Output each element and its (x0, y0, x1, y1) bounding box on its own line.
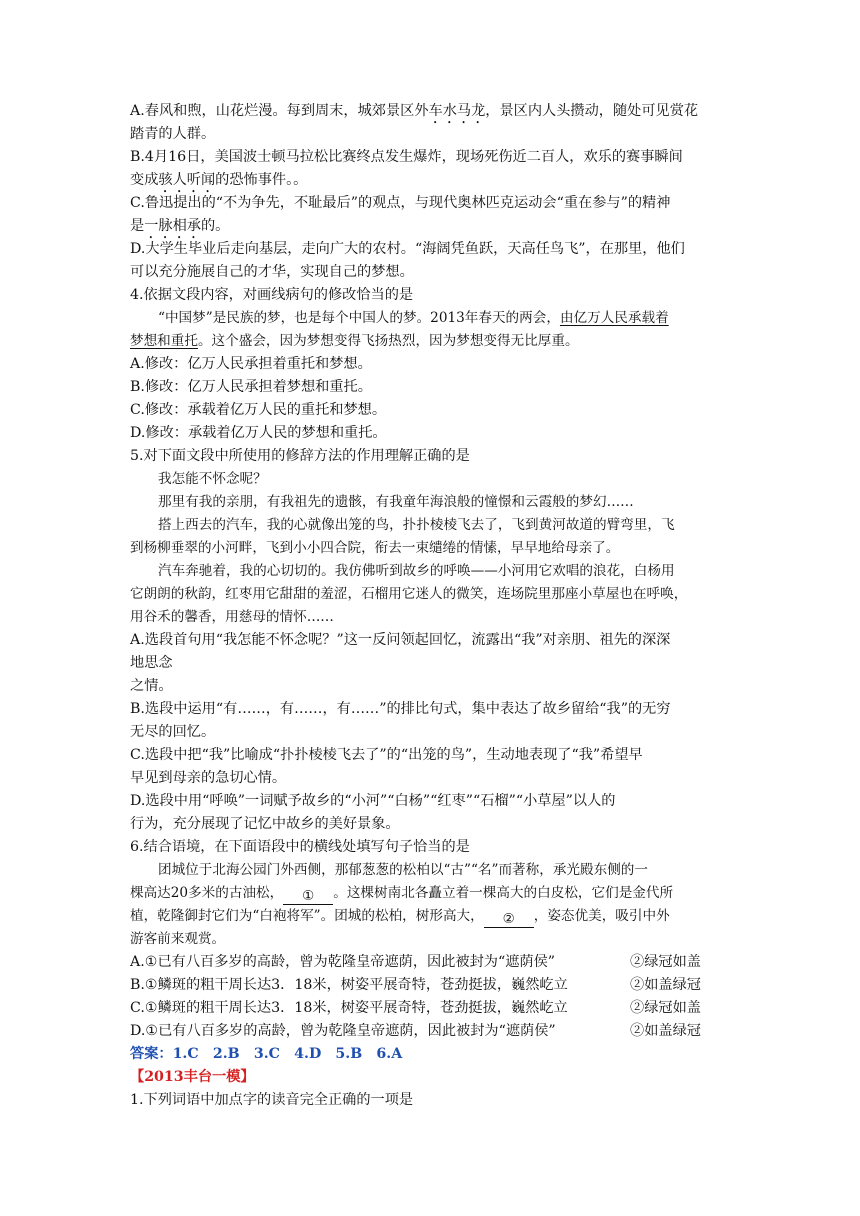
q5-passage-line1: 我怎能不怀念呢？ (158, 471, 267, 487)
q3-option-c-line1: C.鲁迅提出的“不为争先，不耻最后”的观点，与现代奥林匹克运动会“重在参与”的精神 (130, 195, 671, 211)
q3-option-d-line2: 可以充分施展自己的才华，实现自己的梦想。 (130, 264, 414, 280)
q4-option-c: C.修改：承载着亿万人民的重托和梦想。 (130, 402, 387, 418)
underlined-sentence: 由亿万人民承载着 (559, 310, 669, 326)
q5-passage-line5: 汽车奔驰着，我的心切切的。我仿佛听到故乡的呼唤——小河用它欢唱的浪花，白杨用 (158, 563, 675, 579)
q3-option-a-line1 (130, 100, 730, 123)
text: 变成 (130, 172, 159, 188)
text: ，景区内人头攒动，随处可见赏花 (485, 103, 699, 119)
q5-option-a-line2: 地思念 (130, 655, 173, 671)
text: ②绿冠如盖 (630, 1000, 701, 1016)
answer-key: 答案：1.C 2.B 3.C 4.D 5.B 6.A (130, 1046, 403, 1062)
dotted-term: 骇人听闻 (158, 172, 216, 188)
q3-option-c-line2 (130, 215, 730, 238)
text: 植，乾隆御封它们为“白袍将军”。团城的松柏，树形高大， (130, 908, 484, 924)
q5-option-b-line2: 无尽的回忆。 (130, 724, 216, 740)
q5-passage-line7: 用谷禾的馨香，用慈母的情怀…… (130, 609, 334, 625)
q5-passage-line3: 搭上西去的汽车，我的心就像出笼的鸟，扑扑棱棱飞去了，飞到黄河故道的臂弯里，飞 (158, 517, 675, 533)
text: 是 (130, 218, 145, 234)
text: 海阔凭鱼跃，天高任鸟飞 (422, 241, 579, 257)
text: D.大学生毕业后走向基层，走向广大的农村。“ (130, 241, 423, 257)
q4-passage-line1 (130, 307, 730, 330)
text: 棵高达20多米的古油松， (130, 885, 284, 901)
text: C.①鳞斑的粗干周长达3．18米，树姿平展奇特，苍劲挺拔，巍然屹立 (130, 1000, 568, 1016)
q4-option-d: D.修改：承载着亿万人民的梦想和重托。 (130, 425, 387, 441)
q4-option-a: A.修改：亿万人民承担着重托和梦想。 (130, 356, 372, 372)
text: “中国梦”是民族的梦，也是每个中国人的梦。2013年春天的两会， (158, 310, 560, 326)
text: A.①已有八百多岁的高龄，曾为乾隆皇帝遮荫，因此被封为“遮荫侯” (130, 954, 556, 970)
q6-stem: 6.结合语境，在下面语段中的横线处填写句子恰当的是 (130, 839, 470, 855)
text: ，姿态优美，吸引中外 (533, 908, 670, 924)
q5-passage-line2: 那里有我的亲朋，有我祖先的遗骸，有我童年海浪般的憧憬和云霞般的梦幻…… (158, 494, 634, 510)
text: A.春风和煦，山花烂漫。每到周末，城郊景区外 (130, 103, 429, 119)
q6-passage-line4: 游客前来观赏。 (130, 931, 226, 947)
section-title: 【2013丰台一模】 (130, 1069, 255, 1085)
next-question-stem: 1.下列词语中加点字的读音完全正确的一项是 (130, 1092, 414, 1108)
q5-option-d-line2: 行为，充分展现了记忆中故乡的美好景象。 (130, 816, 400, 832)
text: 的。 (200, 218, 230, 234)
q5-passage-line6: 它朗朗的秋韵，红枣用它甜甜的羞涩，石榴用它迷人的微笑，连场院里那座小草屋也在呼唤， (130, 586, 688, 602)
q4-option-b: B.修改：亿万人民承担着梦想和重托。 (130, 379, 372, 395)
underlined-sentence: 梦想和重托 (130, 333, 198, 349)
text: 。这个盛会，因为梦想变得飞扬热烈，因为梦想变得无比厚重。 (197, 333, 579, 349)
document-page (130, 100, 730, 1112)
q6-passage-line3 (130, 905, 730, 928)
blank-1: ① (283, 888, 333, 905)
text: D.①已有八百多岁的高龄，曾为乾隆皇帝遮荫，因此被封为“遮荫侯” (130, 1023, 556, 1039)
q6-passage-line2 (130, 882, 730, 905)
text: 的恐怖事件。。 (215, 172, 308, 188)
text: ②如盖绿冠 (630, 1023, 701, 1039)
text: B.①鳞斑的粗干周长达3．18米，树姿平展奇特，苍劲挺拔，巍然屹立 (130, 977, 568, 993)
q3-option-a-line2: 踏青的人群。 (130, 126, 216, 142)
q5-option-a-line3: 之情。 (130, 678, 173, 694)
blank-2: ② (484, 911, 534, 928)
q5-option-a-line1: A.选段首句用“我怎能不怀念呢？”这一反问领起回忆，流露出“我”对亲朋、祖先的深深 (130, 632, 671, 648)
q5-stem: 5.对下面文段中所使用的修辞方法的作用理解正确的是 (130, 448, 470, 464)
text: ”，在那里，他们 (578, 241, 685, 257)
q5-passage-line4: 到杨柳垂翠的小河畔，飞到小小四合院，衔去一束缱绻的情愫，早早地给母亲了。 (130, 540, 620, 556)
q5-option-b-line1: B.选段中运用“有……，有……，有……”的排比句式，集中表达了故乡留给“我”的无穷 (130, 701, 671, 717)
q6-option-a (130, 951, 730, 974)
q5-option-c-line1: C.选段中把“我”比喻成“扑扑棱棱飞去了”的“出笼的鸟”，生动地表现了“我”希望早 (130, 747, 643, 763)
q3-option-b-line2 (130, 169, 730, 192)
q5-option-d-line1: D.选段中用“呼唤”一词赋予故乡的“小河”“白杨”“红枣”“石榴”“小草屋”以人的 (130, 793, 616, 809)
q6-option-d (130, 1020, 730, 1043)
q3-option-b-line1: B.4月16日，美国波士顿马拉松比赛终点发生爆炸，现场死伤近二百人，欢乐的赛事瞬间 (130, 149, 683, 165)
q5-option-c-line2: 早见到母亲的急切心情。 (130, 770, 287, 786)
text: 。这棵树南北各矗立着一棵高大的白皮松，它们是金代所 (333, 885, 674, 901)
q4-passage-line2 (130, 330, 730, 353)
q6-passage-line1: 团城位于北海公园门外西侧，那郁葱葱的松柏以“古”“名”而著称，承光殿东侧的一 (158, 862, 648, 878)
dotted-term: 一脉相承 (144, 218, 201, 234)
q6-option-c (130, 997, 730, 1020)
dotted-term: 车水马龙 (428, 103, 486, 119)
q3-option-d-line1 (130, 238, 730, 261)
q4-stem: 4.依据文段内容，对画线病句的修改恰当的是 (130, 287, 414, 303)
text: ②绿冠如盖 (630, 954, 701, 970)
text: ②如盖绿冠 (630, 977, 701, 993)
q6-option-b (130, 974, 730, 997)
